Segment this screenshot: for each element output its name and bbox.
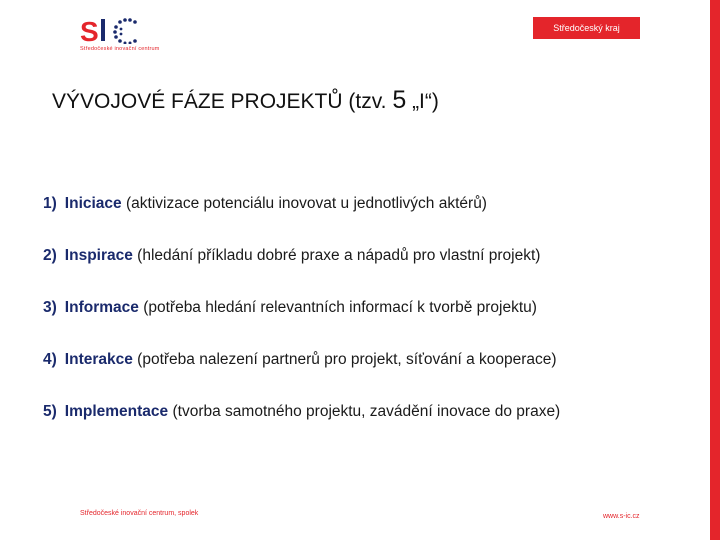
footer-organization: Středočeské inovační centrum, spolek xyxy=(80,510,199,517)
svg-text:S: S xyxy=(80,16,99,44)
page-title xyxy=(52,86,439,115)
sic-logo xyxy=(80,16,200,56)
phase-item xyxy=(43,297,560,349)
phase-description: (hledání příkladu dobré praxe a nápadů pro vlastní projekt) xyxy=(132,247,541,264)
phase-number: 1) xyxy=(43,195,57,212)
title-prefix: VÝVOJOVÉ FÁZE PROJEKTŮ (tzv. xyxy=(52,90,393,113)
phase-name: Implementace xyxy=(64,403,169,420)
phase-name: Iniciace xyxy=(64,195,122,212)
phase-description: (potřeba nalezení partnerů pro projekt, síťování a kooperace) xyxy=(132,351,557,368)
phase-name: Interakce xyxy=(64,351,133,368)
phase-item xyxy=(43,349,560,401)
phase-number: 4) xyxy=(43,351,57,368)
title-highlight: 5 xyxy=(392,86,407,114)
footer-website-link[interactable]: www.s-ic.cz xyxy=(603,513,640,520)
phase-description: (potřeba hledání relevantních informací k tvorbě projektu) xyxy=(138,299,537,316)
sic-logo-mark xyxy=(80,16,150,44)
phase-number: 3) xyxy=(43,299,57,316)
region-badge: Středočeský kraj xyxy=(533,17,640,39)
logo-subtitle: Středočeské inovační centrum xyxy=(80,46,160,52)
phase-item xyxy=(43,401,560,453)
phase-description: (tvorba samotného projektu, zavádění inovace do praxe) xyxy=(168,403,561,420)
phase-number: 2) xyxy=(43,247,57,264)
accent-bar xyxy=(710,0,720,540)
phase-name: Informace xyxy=(64,299,139,316)
phase-list xyxy=(43,193,560,453)
phase-description: (aktivizace potenciálu inovovat u jednotlivých aktérů) xyxy=(121,195,487,212)
phase-number: 5) xyxy=(43,403,57,420)
phase-item xyxy=(43,193,560,245)
phase-name: Inspirace xyxy=(64,247,133,264)
title-suffix: „I“) xyxy=(406,90,439,113)
phase-item xyxy=(43,245,560,297)
